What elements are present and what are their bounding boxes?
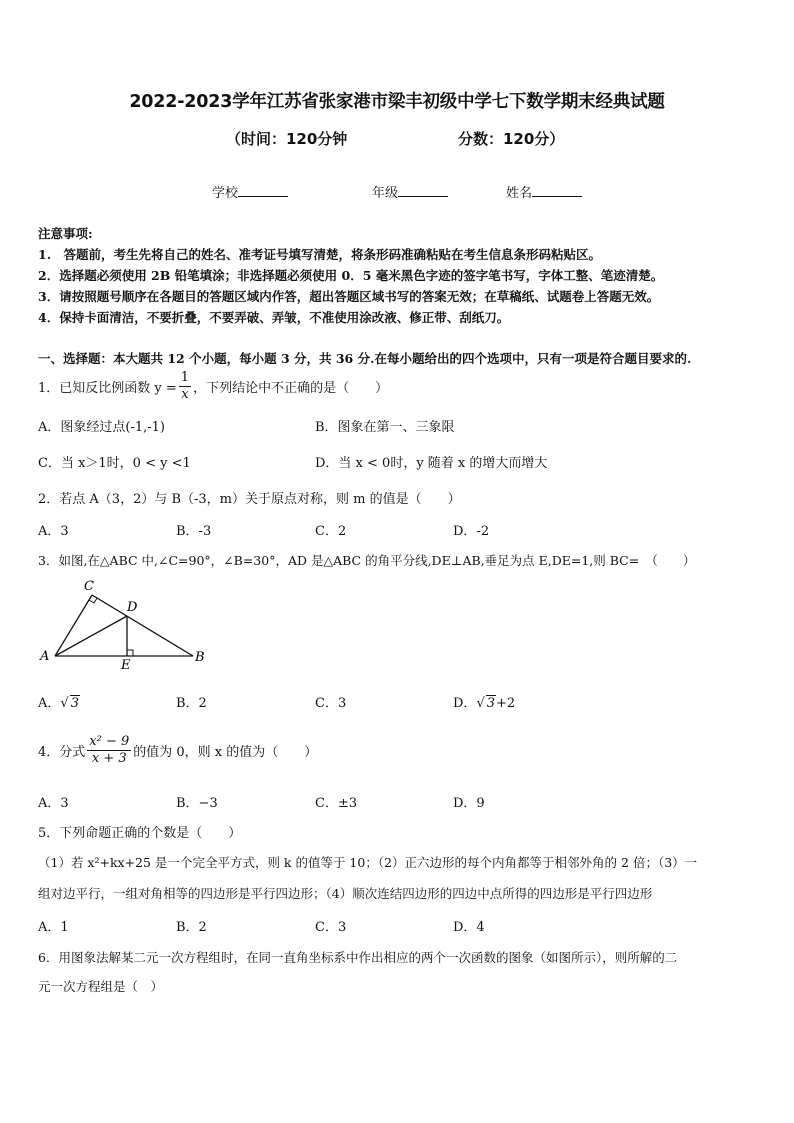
note-item-3: 3．请按照题号顺序在各题目的答题区域内作答，超出答题区域书写的答案无效；在草稿纸、试题卷上答题无效。	[38, 289, 660, 304]
question-6-line-1: 6．用图象法解某二元一次方程组时，在同一直角坐标系中作出相应的两个一次函数的图象（如图所示），则所解的二	[38, 950, 678, 965]
q1-fraction-num: 1	[180, 370, 190, 385]
question-4	[38, 734, 317, 767]
q4-option-c: C．±3	[315, 796, 358, 811]
exam-score: 分数：120分）	[458, 130, 565, 148]
q5-statement-line-1: （1）若 x²+kx+25 是一个完全平方式，则 k 的值等于 10；（2）正六边形的每个内角都等于相邻外角的 2 倍；（3）一	[38, 855, 698, 870]
sqrt-symbol: √	[60, 696, 69, 711]
question-1	[38, 370, 388, 403]
q3-option-d-suffix: +2	[496, 696, 516, 711]
q4-option-a: A．3	[38, 796, 69, 811]
q3-option-b: B．2	[176, 696, 207, 711]
q3-option-d	[453, 692, 515, 711]
school-blank	[238, 184, 288, 197]
q5-option-d: D．4	[453, 920, 485, 935]
q1-option-d: D．当 x < 0时，y 随着 x 的增大而增大	[315, 456, 548, 471]
name-blank	[532, 184, 582, 197]
question-5: 5．下列命题正确的个数是（ ）	[38, 826, 242, 841]
label-d: D	[127, 600, 138, 615]
grade-label: 年级	[372, 186, 399, 201]
q4-option-d: D．9	[453, 796, 485, 811]
q3-option-a	[38, 692, 80, 711]
page-title: 2022-2023学年江苏省张家港市梁丰初级中学七下数学期末经典试题	[129, 92, 665, 112]
side-cb	[92, 595, 193, 656]
name-label: 姓名	[506, 186, 533, 201]
label-e: E	[121, 658, 131, 673]
q4-prefix: 4．分式	[38, 745, 86, 760]
notes-heading: 注意事项:	[38, 226, 93, 241]
label-c: C	[84, 579, 94, 594]
grade-field	[372, 182, 448, 201]
q1-option-a: A．图象经过点(-1,-1)	[38, 420, 165, 435]
q4-fraction-den: x + 3	[91, 751, 127, 766]
sqrt-symbol: √	[476, 696, 485, 711]
q5-option-a: A．1	[38, 920, 69, 935]
school-field	[212, 182, 288, 201]
q4-fraction-num: x² − 9	[89, 734, 130, 749]
q5-option-c: C．3	[315, 920, 347, 935]
triangle-figure	[30, 575, 220, 675]
q5-option-b: B．2	[176, 920, 207, 935]
q4-option-b: B．−3	[176, 796, 218, 811]
q1-suffix: ，下列结论中不正确的是（ ）	[193, 381, 389, 396]
q3-option-d-radicand: 3	[486, 696, 496, 711]
q1-fraction-den: x	[181, 387, 189, 402]
exam-time: （时间：120分钟	[226, 130, 348, 148]
q4-suffix: 的值为 0，则 x 的值为（ ）	[133, 745, 318, 760]
q3-option-a-prefix: A．	[38, 696, 61, 711]
label-b: B	[195, 650, 205, 665]
section-heading: 一、选择题：本大题共 12 个小题，每小题 3 分，共 36 分.在每小题给出的四个选项中，只有一项是符合题目要求的.	[38, 351, 692, 366]
q1-option-b: B．图象在第一、三象限	[315, 420, 455, 435]
note-item-4: 4．保持卡面清洁，不要折叠，不要弄破、弄皱，不准使用涂改液、修正带、刮纸刀。	[38, 310, 510, 325]
q3-option-d-prefix: D．	[453, 696, 477, 711]
question-6-line-2: 元一次方程组是（ ）	[38, 979, 164, 994]
side-ac	[55, 595, 92, 656]
q5-statement-line-2: 组对边平行，一组对角相等的四边形是平行四边形；（4）顺次连结四边形的四边中点所得的四边形是平行四边形	[38, 886, 653, 901]
q3-option-a-radicand: 3	[70, 696, 79, 711]
q2-option-b: B．-3	[176, 524, 212, 539]
label-a: A	[40, 649, 50, 664]
name-field	[506, 182, 582, 201]
grade-blank	[398, 184, 448, 197]
q1-prefix: 1．已知反比例函数 y =	[38, 381, 177, 396]
note-item-2: 2．选择题必须使用 2B 铅笔填涂；非选择题必须使用 0．5 毫米黑色字迹的签字笔书写，字体工整、笔迹清楚。	[38, 268, 664, 283]
q1-fraction	[179, 370, 191, 403]
q4-fraction	[87, 734, 131, 767]
q3-option-c: C．3	[315, 696, 347, 711]
right-angle-e	[127, 650, 133, 656]
school-label: 学校	[212, 186, 239, 201]
bisector-ad	[55, 616, 127, 656]
q2-option-c: C．2	[315, 524, 347, 539]
question-3: 3．如图,在△ABC 中,∠C=90°，∠B=30°，AD 是△ABC 的角平分线,DE⊥AB,垂足为点 E,DE=1,则 BC= （ ）	[38, 553, 696, 568]
note-item-1: 1. 答题前，考生先将自己的姓名、准考证号填写清楚，将条形码准确粘贴在考生信息条形码粘贴区。	[38, 247, 602, 262]
q1-option-c: C．当 x＞1时，0 < y <1	[38, 456, 191, 471]
question-2: 2．若点 A（3，2）与 B（-3，m）关于原点对称，则 m 的值是（ ）	[38, 492, 461, 507]
q2-option-d: D．-2	[453, 524, 490, 539]
q2-option-a: A．3	[38, 524, 69, 539]
